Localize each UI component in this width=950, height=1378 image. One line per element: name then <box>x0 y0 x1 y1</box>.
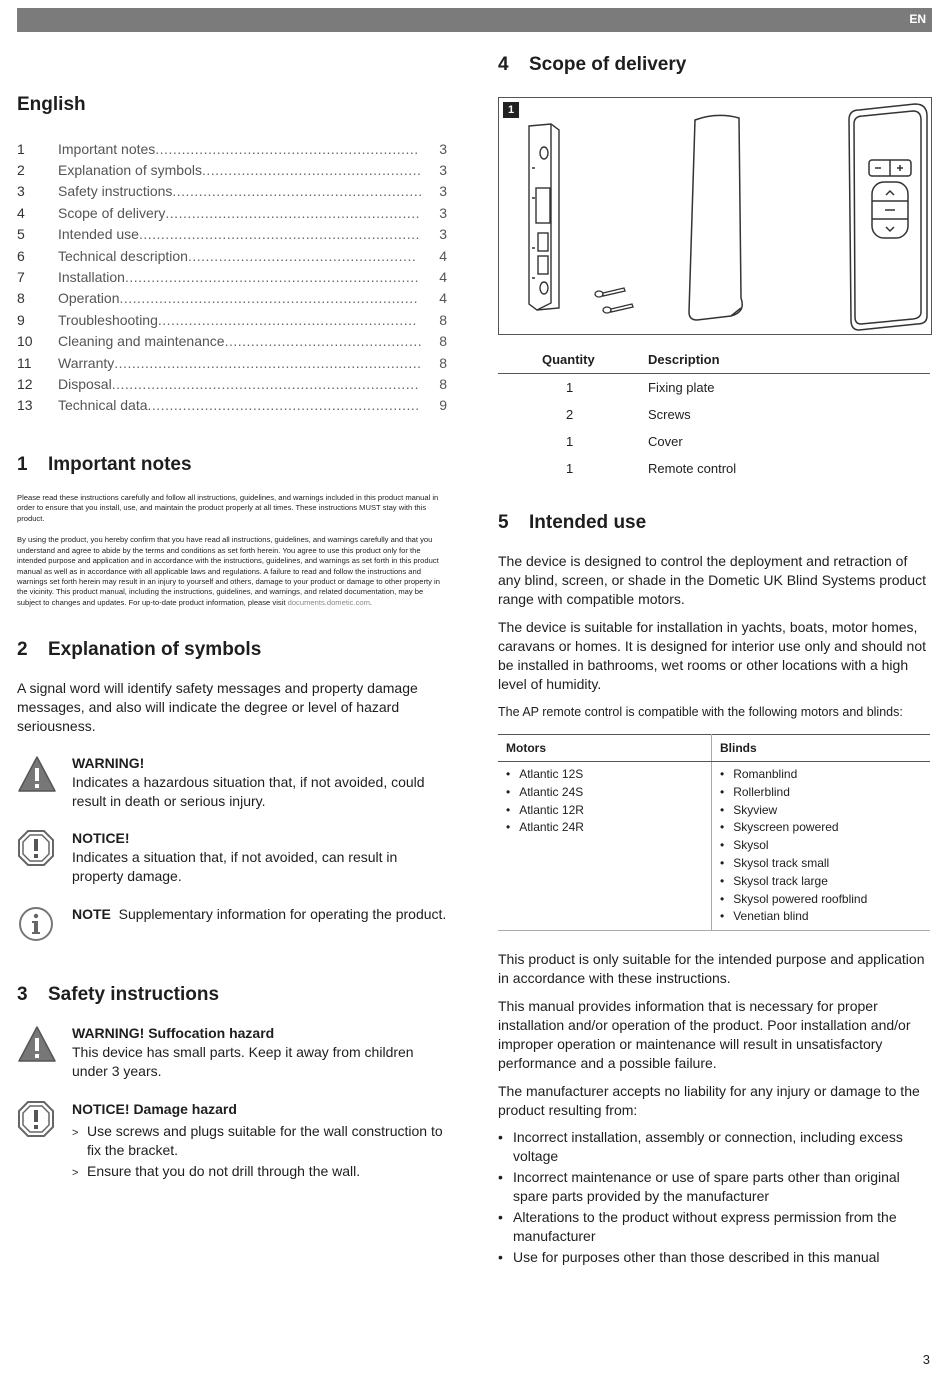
toc-leader-dots: ............................................. <box>224 333 423 350</box>
list-item-text: Ensure that you do not drill through the wall. <box>87 1163 361 1180</box>
blinds-cell <box>712 762 931 931</box>
toc-entry-number: 6 <box>17 247 25 264</box>
notice-description: Indicates a situation that, if not avoided, can result in property damage. <box>72 849 398 885</box>
page-title: English <box>17 94 86 115</box>
section-heading-explanation-of-symbols <box>17 639 447 661</box>
blind-item: • Skyscreen powered <box>720 819 925 837</box>
important-notes-paragraph-1: Please read these instructions carefully and follow all instructions, guidelines, and warnings included in this product manual in order to ensure that you install, use, and maintain the product properly at all times. These instructions MUST stay with this product. <box>17 493 439 523</box>
page-number: 3 <box>922 1352 930 1367</box>
note-block <box>17 905 447 948</box>
quantity-cell: 1 <box>566 380 574 395</box>
toc-entry-number: 13 <box>17 397 33 414</box>
toc-entry[interactable] <box>17 395 447 416</box>
toc-entry-title: Explanation of symbols <box>58 162 202 179</box>
toc-entry-number: 5 <box>17 226 25 243</box>
notice-octagon-icon <box>17 1100 72 1185</box>
section-heading-safety-instructions <box>17 984 447 1006</box>
suffocation-warning-label: WARNING! Suffocation hazard <box>72 1025 275 1042</box>
toc-leader-dots: .............................................................. <box>147 397 420 414</box>
section-title: Explanation of symbols <box>48 639 262 661</box>
toc-entry[interactable] <box>17 266 447 287</box>
toc-entry-page: 8 <box>439 375 447 392</box>
toc-leader-dots: ........................................................... <box>157 311 417 328</box>
note-text-block <box>72 905 446 948</box>
note-label: NOTE <box>72 906 111 923</box>
damage-notice-label: NOTICE! Damage hazard <box>72 1101 237 1118</box>
toc-entry-page: 4 <box>439 290 447 307</box>
section-title: Intended use <box>529 512 647 533</box>
motor-item: • Atlantic 12R <box>506 802 706 820</box>
list-item-text: Use for purposes other than those described in this manual <box>513 1249 880 1266</box>
motor-item: • Atlantic 24R <box>506 819 706 837</box>
delivery-table <box>498 352 930 482</box>
list-item <box>72 1122 447 1160</box>
toc-leader-dots: .................................................................... <box>119 290 418 307</box>
description-column-header: Description <box>648 352 930 374</box>
section-title: Safety instructions <box>48 984 220 1006</box>
toc-leader-dots: .......................................................... <box>165 204 421 221</box>
toc-entry[interactable] <box>17 309 447 330</box>
info-icon <box>17 905 72 948</box>
bullet-icon: • <box>498 1209 503 1226</box>
blind-item: • Romanblind <box>720 766 925 784</box>
toc-entry-title: Technical description <box>58 247 188 264</box>
cover-drawing <box>689 115 742 320</box>
warning-text-block <box>72 754 447 811</box>
section-title: Scope of delivery <box>529 54 687 75</box>
toc-entry-page: 3 <box>439 183 447 200</box>
warning-label: WARNING! <box>72 755 145 772</box>
toc-entry[interactable] <box>17 138 447 159</box>
toc-entry-title: Scope of delivery <box>58 204 166 221</box>
blind-item: • Skyview <box>720 802 925 820</box>
warning-block <box>17 754 447 811</box>
motor-item: • Atlantic 12S <box>506 766 706 784</box>
list-item <box>498 1248 932 1267</box>
compatibility-table <box>498 734 930 931</box>
suffocation-warning-text <box>72 1024 447 1081</box>
suffocation-warning-block <box>17 1024 447 1081</box>
notice-text-block <box>72 829 447 886</box>
damage-notice-text <box>72 1100 447 1185</box>
toc-entry-title: Cleaning and maintenance <box>58 333 225 350</box>
notice-block <box>17 829 447 886</box>
toc-entry[interactable] <box>17 181 447 202</box>
quantity-cell: 1 <box>566 461 574 476</box>
list-item <box>498 1168 932 1206</box>
toc-entry-title: Operation <box>58 290 120 307</box>
remote-control-drawing <box>849 104 927 330</box>
section-title: Important notes <box>48 454 192 476</box>
notice-label: NOTICE! <box>72 830 130 847</box>
toc-entry-title: Intended use <box>58 226 139 243</box>
toc-entry[interactable] <box>17 288 447 309</box>
table-of-contents <box>17 138 447 416</box>
arrow-icon: > <box>72 1127 79 1140</box>
liability-list <box>498 1128 932 1267</box>
intended-use-paragraph-2: The device is suitable for installation in yachts, boats, motor homes, caravans or homes. It is designed for interior use only and should not be installed in bathrooms, wet rooms or other locations with a high level of humidity. <box>498 619 927 692</box>
language-code: EN <box>909 12 926 26</box>
list-item <box>72 1162 447 1183</box>
scope-of-delivery-figure <box>498 97 932 335</box>
section-heading-important-notes <box>17 454 447 476</box>
toc-entry-number: 8 <box>17 290 25 307</box>
bullet-icon: • <box>498 1249 503 1266</box>
table-row <box>498 401 930 428</box>
intended-use-paragraph-6: The manufacturer accepts no liability for any injury or damage to the product resulting from: <box>498 1083 920 1119</box>
suffocation-warning-description: This device has small parts. Keep it away from children under 3 years. <box>72 1044 414 1080</box>
section-number: 1 <box>17 454 28 476</box>
section-heading-intended-use <box>498 512 932 534</box>
blind-item: • Skysol track large <box>720 873 925 891</box>
toc-entry-number: 12 <box>17 375 33 392</box>
toc-entry-title: Important notes <box>58 140 156 157</box>
right-column <box>498 54 932 1269</box>
table-row <box>498 374 930 402</box>
list-item <box>498 1208 932 1246</box>
header-bar <box>17 8 932 32</box>
blind-item: • Skysol <box>720 837 925 855</box>
description-cell: Remote control <box>648 461 737 476</box>
toc-leader-dots: ................................................................ <box>138 226 420 243</box>
symbols-intro: A signal word will identify safety messages and property damage messages, and also will indicate the degree or level of hazard seriousness. <box>17 680 418 735</box>
toc-entry[interactable] <box>17 202 447 223</box>
toc-leader-dots: ......................................................... <box>172 183 423 200</box>
motors-cell <box>498 762 712 931</box>
description-cell: Cover <box>648 434 683 449</box>
blind-item: • Skysol track small <box>720 855 925 873</box>
toc-entry-number: 11 <box>17 354 32 371</box>
damage-notice-list <box>72 1122 447 1183</box>
intended-use-paragraph-1: The device is designed to control the deployment and retraction of any blind, screen, or shade in the Dometic UK Blind Systems product range with compatible motors. <box>498 553 926 607</box>
list-item-text: Incorrect maintenance or use of spare parts other than original spare parts provided by the manufacturer <box>513 1169 900 1205</box>
blind-item: • Rollerblind <box>720 784 925 802</box>
toc-entry-title: Installation <box>58 269 125 286</box>
blinds-column-header: Blinds <box>712 735 931 762</box>
description-cell: Fixing plate <box>648 380 715 395</box>
toc-leader-dots: .................................................. <box>201 162 422 179</box>
toc-entry-number: 2 <box>17 162 25 179</box>
compatibility-intro: The AP remote control is compatible with the following motors and blinds: <box>498 705 903 719</box>
toc-entry-page: 3 <box>439 226 447 243</box>
table-row <box>498 762 930 931</box>
toc-entry-title: Troubleshooting <box>58 311 158 328</box>
toc-entry-page: 3 <box>439 162 447 179</box>
toc-entry-number: 3 <box>17 183 25 200</box>
intended-use-paragraph-5: This manual provides information that is necessary for proper installation and/or operation of the product. Poor installation and/or improper operation or maintenance will result in unsatisfactory performance and a possible failure. <box>498 998 911 1072</box>
toc-entry-number: 4 <box>17 204 25 221</box>
screws-drawing <box>595 288 633 313</box>
list-item-text: Alterations to the product without express permission from the manufacturer <box>513 1209 897 1245</box>
left-column <box>17 94 447 1185</box>
toc-leader-dots: ............................................................ <box>155 140 419 157</box>
section-number: 4 <box>498 54 509 75</box>
quantity-cell: 2 <box>566 407 574 422</box>
warning-description: Indicates a hazardous situation that, if not avoided, could result in death or serious injury. <box>72 774 425 810</box>
toc-entry[interactable] <box>17 373 447 394</box>
fixing-plate-drawing <box>529 124 559 310</box>
toc-leader-dots: ...................................................................... <box>114 354 422 371</box>
blind-item: • Venetian blind <box>720 908 925 926</box>
website-link[interactable]: documents.dometic.com <box>287 597 370 607</box>
toc-entry-page: 8 <box>439 354 447 371</box>
toc-entry[interactable] <box>17 331 447 352</box>
toc-entry-title: Safety instructions <box>58 183 173 200</box>
toc-entry-title: Technical data <box>58 397 148 414</box>
toc-leader-dots: .................................................... <box>187 247 417 264</box>
warning-triangle-icon <box>17 754 72 811</box>
toc-entry-page: 9 <box>439 397 447 414</box>
quantity-cell: 1 <box>566 434 574 449</box>
toc-entry-number: 7 <box>17 269 25 286</box>
toc-entry-page: 4 <box>439 269 447 286</box>
toc-entry[interactable] <box>17 159 447 180</box>
toc-entry[interactable] <box>17 352 447 373</box>
delivery-items-illustration <box>499 98 931 334</box>
arrow-icon: > <box>72 1167 79 1180</box>
toc-entry-number: 9 <box>17 311 25 328</box>
motors-column-header: Motors <box>498 735 712 762</box>
description-cell: Screws <box>648 407 691 422</box>
motors-list <box>506 766 706 837</box>
toc-leader-dots: ...................................................................... <box>111 375 419 392</box>
section-number: 5 <box>498 512 509 533</box>
warning-triangle-icon <box>17 1024 72 1081</box>
list-item-text: Incorrect installation, assembly or connection, including excess voltage <box>513 1129 903 1165</box>
intended-use-paragraph-4: This product is only suitable for the intended purpose and application in accordance with these instructions. <box>498 951 925 987</box>
note-description: Supplementary information for operating the product. <box>118 906 447 923</box>
bullet-icon: • <box>498 1129 503 1146</box>
important-notes-text: By using the product, you hereby confirm that you have read all instructions, guidelines, and warnings carefully and that you understand and agree to abide by the terms and conditions as set forth herein. You agree to use this product only for the intended purpose and application and in accordance with the instructions, guidelines, and warnings as set forth in this product manual as well as in accordance with all applicable laws and regulations. A failure to read and follow the instructions and warnings set forth herein may result in an injury to yourself and others, damage to your product or damage to other property in the vicinity. This product manual, including the instructions, guidelines, and warnings, and related documentation, may be subject to changes and updates. For up-to-date product information, please visit <box>17 535 440 607</box>
toc-entry-number: 1 <box>17 140 25 157</box>
bullet-icon: • <box>498 1169 503 1186</box>
toc-entry-page: 3 <box>439 140 447 157</box>
figure-number: 1 <box>503 102 519 118</box>
blinds-list <box>720 766 925 926</box>
toc-entry-page: 8 <box>439 311 447 328</box>
section-heading-scope-of-delivery <box>498 54 932 76</box>
table-row <box>498 428 930 455</box>
motor-item: • Atlantic 24S <box>506 784 706 802</box>
toc-leader-dots: ................................................................... <box>124 269 420 286</box>
notice-octagon-icon <box>17 829 72 886</box>
list-item <box>498 1128 932 1166</box>
toc-entry-page: 3 <box>439 204 447 221</box>
important-notes-paragraph-2: By using the product, you hereby confirm that you have read all instructions, guidelines, and warnings carefully and that you understand and agree to abide by the terms and conditions as set forth herein. You agree to use this product only for the intended purpose and application and in accordance with the instructions, guidelines, and warnings as set forth in this product manual as well as in accordance with all applicable laws and regulations. A failure to read and follow the instructions and warnings set forth herein may result in an injury to yourself and others, damage to your product or damage to other property in the vicinity. This product manual, including the instructions, guidelines, and warnings, and related documentation, may be subject to changes and updates. For up-to-date product information, please visit documents.dometic.com. <box>17 535 440 607</box>
toc-entry-page: 8 <box>439 333 447 350</box>
toc-entry-number: 10 <box>17 333 33 350</box>
toc-entry[interactable] <box>17 245 447 266</box>
table-row <box>498 455 930 482</box>
quantity-column-header: Quantity <box>498 352 648 374</box>
list-item-text: Use screws and plugs suitable for the wall construction to fix the bracket. <box>87 1123 443 1159</box>
toc-entry-title: Disposal <box>58 375 112 392</box>
toc-entry-page: 4 <box>439 247 447 264</box>
section-number: 3 <box>17 984 28 1006</box>
toc-entry-title: Warranty <box>58 354 115 371</box>
blind-item: • Skysol powered roofblind <box>720 891 925 909</box>
section-number: 2 <box>17 639 28 661</box>
damage-notice-block <box>17 1100 447 1185</box>
toc-entry[interactable] <box>17 224 447 245</box>
